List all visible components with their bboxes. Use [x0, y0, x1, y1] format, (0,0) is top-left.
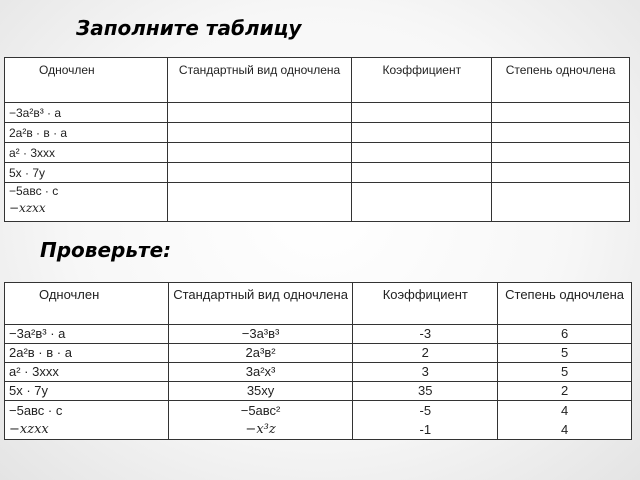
coefficient-cell: 35 [353, 382, 498, 401]
standard-form-input-cell[interactable] [167, 183, 352, 222]
monomial-cell: а² · 3ххх [5, 363, 169, 382]
degree-cell: 6 [498, 325, 632, 344]
degree-input-cell[interactable] [492, 123, 630, 143]
exercise-row [5, 183, 630, 222]
standard-form-line: −x³z [245, 422, 276, 437]
monomial-cell: −3а²в³ · а [5, 103, 168, 123]
monomial-cell: 2а²в · в · а [5, 123, 168, 143]
header-standard-form: Стандартный вид одночлена [167, 58, 352, 103]
coefficient-input-cell[interactable] [352, 143, 492, 163]
exercise-table [4, 57, 630, 222]
degree-line: 4 [560, 403, 569, 418]
coefficient-input-cell[interactable] [352, 123, 492, 143]
degree-cell: 5 [498, 363, 632, 382]
degree-cell: 5 [498, 344, 632, 363]
exercise-row [5, 103, 630, 123]
header-degree: Степень одночлена [492, 58, 630, 103]
answer-row [5, 363, 632, 382]
standard-form-cell: −3а³в³ [168, 325, 353, 344]
coefficient-input-cell[interactable] [352, 163, 492, 183]
monomial-cell: 5х · 7у [5, 382, 169, 401]
standard-form-cell: 2а³в² [168, 344, 353, 363]
degree-cell: 2 [498, 382, 632, 401]
standard-form-input-cell[interactable] [167, 143, 352, 163]
answer-row [5, 382, 632, 401]
exercise-row [5, 143, 630, 163]
header-coefficient: Коэффициент [353, 283, 498, 325]
standard-form-input-cell[interactable] [167, 123, 352, 143]
degree-cell [498, 401, 632, 440]
degree-line: 4 [560, 422, 569, 437]
degree-input-cell[interactable] [492, 103, 630, 123]
monomial-line: −5авс · с [9, 403, 63, 418]
answer-row [5, 344, 632, 363]
header-degree: Степень одночлена [498, 283, 632, 325]
monomial-cell: 5х · 7у [5, 163, 168, 183]
answer-header-row [5, 283, 632, 325]
monomial-cell: −3а²в³ · а [5, 325, 169, 344]
degree-input-cell[interactable] [492, 143, 630, 163]
exercise-header-row [5, 58, 630, 103]
standard-form-cell: 3а²х³ [168, 363, 353, 382]
check-title: Проверьте: [40, 238, 172, 262]
coefficient-cell [353, 401, 498, 440]
monomial-line: −xzxx [9, 422, 49, 437]
coefficient-cell: 3 [353, 363, 498, 382]
answer-table [4, 282, 632, 440]
coefficient-line: -1 [419, 422, 432, 437]
coefficient-line: -5 [419, 403, 432, 418]
standard-form-input-cell[interactable] [167, 163, 352, 183]
header-monomial: Одночлен [5, 283, 169, 325]
header-coefficient: Коэффициент [352, 58, 492, 103]
monomial-cell [5, 401, 169, 440]
standard-form-cell: 35ху [168, 382, 353, 401]
monomial-cell: а² · 3ххх [5, 143, 168, 163]
degree-input-cell[interactable] [492, 183, 630, 222]
coefficient-input-cell[interactable] [352, 183, 492, 222]
standard-form-input-cell[interactable] [167, 103, 352, 123]
coefficient-input-cell[interactable] [352, 103, 492, 123]
answer-row [5, 325, 632, 344]
standard-form-line: −5авс² [240, 403, 281, 418]
monomial-cell: 2а²в · в · а [5, 344, 169, 363]
degree-input-cell[interactable] [492, 163, 630, 183]
monomial-line: −xzxx [9, 201, 46, 215]
answer-row [5, 401, 632, 440]
header-standard-form: Стандартный вид одночлена [168, 283, 353, 325]
monomial-line: −5авс · с [9, 184, 59, 198]
monomial-cell [5, 183, 168, 222]
coefficient-cell: 2 [353, 344, 498, 363]
header-monomial: Одночлен [5, 58, 168, 103]
coefficient-cell: -3 [353, 325, 498, 344]
exercise-row [5, 123, 630, 143]
standard-form-cell [168, 401, 353, 440]
exercise-row [5, 163, 630, 183]
task-title: Заполните таблицу [76, 16, 302, 40]
